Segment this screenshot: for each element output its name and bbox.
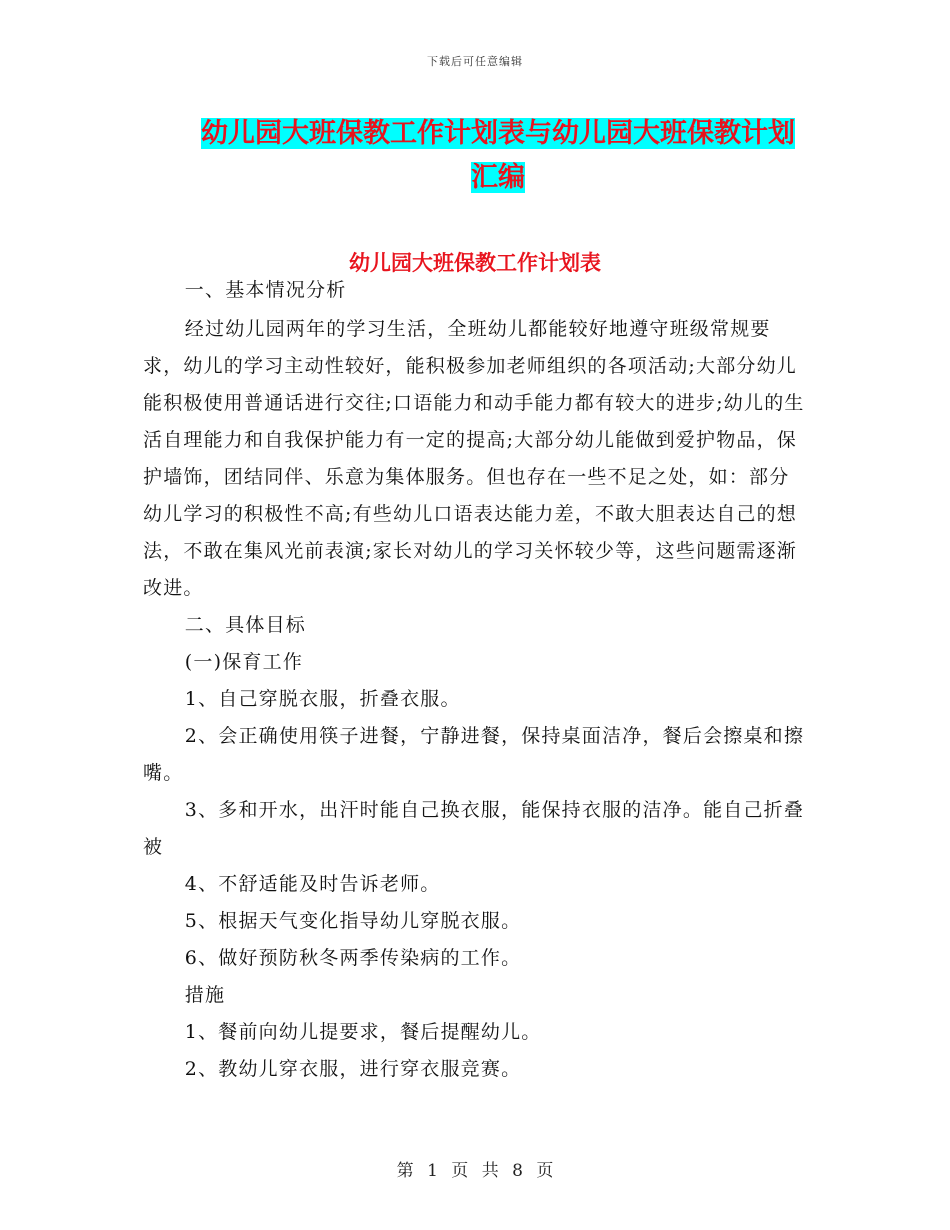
list-item: 6、做好预防秋冬两季传染病的工作。 <box>184 947 522 969</box>
paragraph-heading-1: 一、基本情况分析 <box>184 279 347 301</box>
list-item: 1、自己穿脱衣服，折叠衣服。 <box>184 688 461 710</box>
list-item: 2、会正确使用筷子进餐，宁静进餐，保持桌面洁净，餐后会擦桌和擦嘴。 <box>143 725 805 784</box>
paragraph-subheading: 措施 <box>184 984 226 1006</box>
list-item: 1、餐前向幼儿提要求，餐后提醒幼儿。 <box>184 1021 542 1043</box>
document-title-text: 幼儿园大班保教工作计划表与幼儿园大班保教计划汇编 <box>201 118 795 193</box>
list-item: 2、教幼儿穿衣服，进行穿衣服竞赛。 <box>184 1058 522 1080</box>
header-note: 下载后可任意编辑 <box>427 55 523 68</box>
document-title <box>192 112 804 200</box>
paragraph: 经过幼儿园两年的学习生活，全班幼儿都能较好地遵守班级常规要求，幼儿的学习主动性较好，能积极参加老师组织的各项活动;大部分幼儿能积极使用普通话进行交往;口语能力和动手能力都有较大的进步;幼儿的生活自理能力和自我保护能力有一定的提高;大部分幼儿能做到爱护物品，保护墙饰，团结同伴、乐意为集体服务。但也存在一些不足之处，如：部分幼儿学习的积极性不高;有些幼儿口语表达能力差，不敢大胆表达自己的想法，不敢在集风光前表演;家长对幼儿的学习关怀较少等，这些问题需逐渐改进。 <box>143 318 805 599</box>
list-item: 5、根据天气变化指导幼儿穿脱衣服。 <box>184 910 522 932</box>
paragraph-subheading: (一)保育工作 <box>184 651 304 673</box>
list-item: 4、不舒适能及时告诉老师。 <box>184 873 441 895</box>
document-body <box>143 272 808 1088</box>
page-footer: 第 1 页 共 8 页 <box>396 1161 554 1181</box>
section-title: 幼儿园大班保教工作计划表 <box>349 251 601 275</box>
paragraph-heading-2: 二、具体目标 <box>184 614 306 636</box>
list-item: 3、多和开水，出汗时能自己换衣服，能保持衣服的洁净。能自己折叠被 <box>143 799 805 858</box>
